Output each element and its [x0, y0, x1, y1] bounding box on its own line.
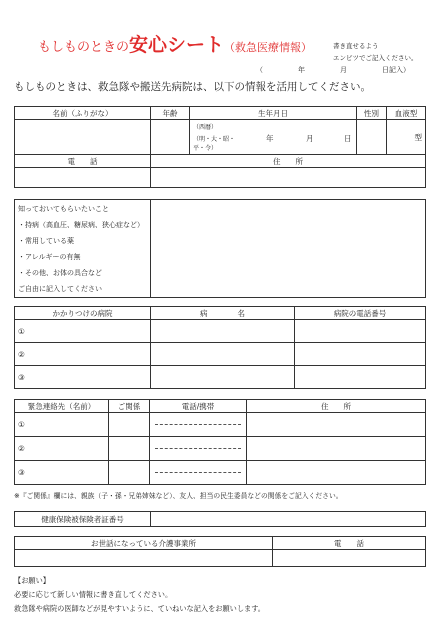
hospital-phone-field[interactable] — [295, 320, 426, 343]
sheet-title — [38, 30, 312, 57]
name-field[interactable] — [15, 120, 151, 155]
hospital-row-2[interactable] — [15, 343, 151, 366]
care-phone-field[interactable] — [273, 550, 426, 567]
lead-text: もしものときは、救急隊や搬送先病院は、以下の情報を活用してください。 — [14, 81, 371, 93]
things-to-know-labels — [15, 200, 151, 298]
things-to-know-title: 知っておいてもらいたいこと — [18, 205, 109, 213]
care-phone-header: 電 話 — [273, 537, 426, 550]
know-item: ・持病（高血圧、糖尿病、狭心症など） — [18, 221, 144, 229]
mobile-field[interactable] — [150, 461, 247, 485]
care-office-field[interactable] — [15, 550, 273, 567]
care-office-header: お世話になっている介護事業所 — [15, 537, 273, 550]
contact-table — [14, 154, 426, 188]
entry-date: （ 年 月 日記入） — [256, 66, 410, 74]
era-options: （明・大・昭・平・令） — [193, 136, 236, 152]
contact-row-2[interactable] — [15, 437, 109, 461]
blood-type-field[interactable] — [387, 120, 426, 155]
mobile-field[interactable] — [150, 437, 247, 461]
relation-field[interactable] — [109, 437, 150, 461]
hospital-row-3[interactable] — [15, 366, 151, 389]
row-number: ② — [18, 444, 25, 453]
things-to-know-field[interactable] — [151, 200, 426, 298]
contact-row-1[interactable] — [15, 413, 109, 437]
relation-header: ご関係 — [109, 400, 150, 413]
age-header: 年齢 — [151, 107, 190, 120]
relation-note: ※『ご関係』欄には、親族（子・孫・兄弟姉妹など）、友人、担当の民生委員などの関係をご記入ください。 — [14, 492, 343, 500]
disease-field[interactable] — [151, 320, 295, 343]
contact-address-field[interactable] — [247, 461, 426, 485]
know-item: ・その他、お体の具合など — [18, 269, 102, 277]
phone-field[interactable] — [15, 168, 151, 188]
blood-type-header: 血液型 — [387, 107, 426, 120]
birthdate-header: 生年月日 — [190, 107, 357, 120]
personal-info-table — [14, 106, 426, 155]
insurance-number-field[interactable] — [151, 512, 426, 527]
hospital-row-1[interactable] — [15, 320, 151, 343]
pencil-instruction-2: エンピツでご記入ください。 — [333, 54, 418, 62]
phone-divider — [155, 424, 241, 425]
age-field[interactable] — [151, 120, 190, 155]
disease-field[interactable] — [151, 366, 295, 389]
know-item: ・アレルギーの有無 — [18, 253, 81, 261]
insurance-table — [14, 511, 426, 527]
request-line-2: 救急隊や病院の医師などが見やすいように、ていねいな記入をお願いします。 — [14, 604, 265, 613]
disease-header: 病 名 — [151, 307, 295, 320]
birthdate-field[interactable] — [190, 120, 357, 155]
emergency-contact-table — [14, 399, 426, 485]
relation-field[interactable] — [109, 461, 150, 485]
row-number: ② — [18, 349, 25, 359]
title-suffix: （救急医療情報） — [224, 41, 313, 54]
hospital-phone-field[interactable] — [295, 343, 426, 366]
year-unit: 年 — [266, 134, 274, 143]
hospital-phone-field[interactable] — [295, 366, 426, 389]
mobile-header: 電話/携帯 — [150, 400, 247, 413]
address-field[interactable] — [151, 168, 426, 188]
insurance-label: 健康保険被保険者証番号 — [15, 512, 151, 527]
hospital-header: かかりつけの病院 — [15, 307, 151, 320]
contact-name-header: 緊急連絡先（名前） — [15, 400, 109, 413]
title-main: 安心シート — [129, 34, 225, 56]
name-header: 名前（ふりがな） — [15, 107, 151, 120]
care-office-table — [14, 536, 426, 567]
phone-divider — [155, 472, 241, 473]
title-prefix: もしものときの — [38, 40, 130, 55]
contact-row-3[interactable] — [15, 461, 109, 485]
disease-field[interactable] — [151, 343, 295, 366]
day-unit: 日 — [344, 134, 352, 143]
request-line-1: 必要に応じて新しい情報に書き直してください。 — [14, 590, 173, 599]
blood-unit: 型 — [414, 132, 422, 142]
know-item: ご自由に記入してください — [18, 285, 102, 293]
things-to-know-table — [14, 199, 426, 298]
pencil-instruction-1: 書き直せるよう — [333, 42, 379, 50]
relation-field[interactable] — [109, 413, 150, 437]
hospital-table — [14, 306, 426, 389]
row-number: ③ — [18, 372, 25, 382]
contact-address-field[interactable] — [247, 437, 426, 461]
request-heading: 【お願い】 — [14, 576, 50, 585]
phone-header: 電 話 — [15, 155, 151, 168]
era-label: （西暦） — [193, 124, 218, 131]
address-header: 住 所 — [151, 155, 426, 168]
sex-header: 性別 — [357, 107, 387, 120]
contact-address-field[interactable] — [247, 413, 426, 437]
hospital-phone-header: 病院の電話番号 — [295, 307, 426, 320]
row-number: ① — [18, 326, 25, 336]
contact-address-header: 住 所 — [247, 400, 426, 413]
know-item: ・常用している薬 — [18, 237, 74, 245]
phone-divider — [155, 448, 241, 449]
month-unit: 月 — [306, 134, 314, 143]
sex-field[interactable] — [357, 120, 387, 155]
mobile-field[interactable] — [150, 413, 247, 437]
row-number: ③ — [18, 468, 25, 477]
row-number: ① — [18, 420, 25, 429]
